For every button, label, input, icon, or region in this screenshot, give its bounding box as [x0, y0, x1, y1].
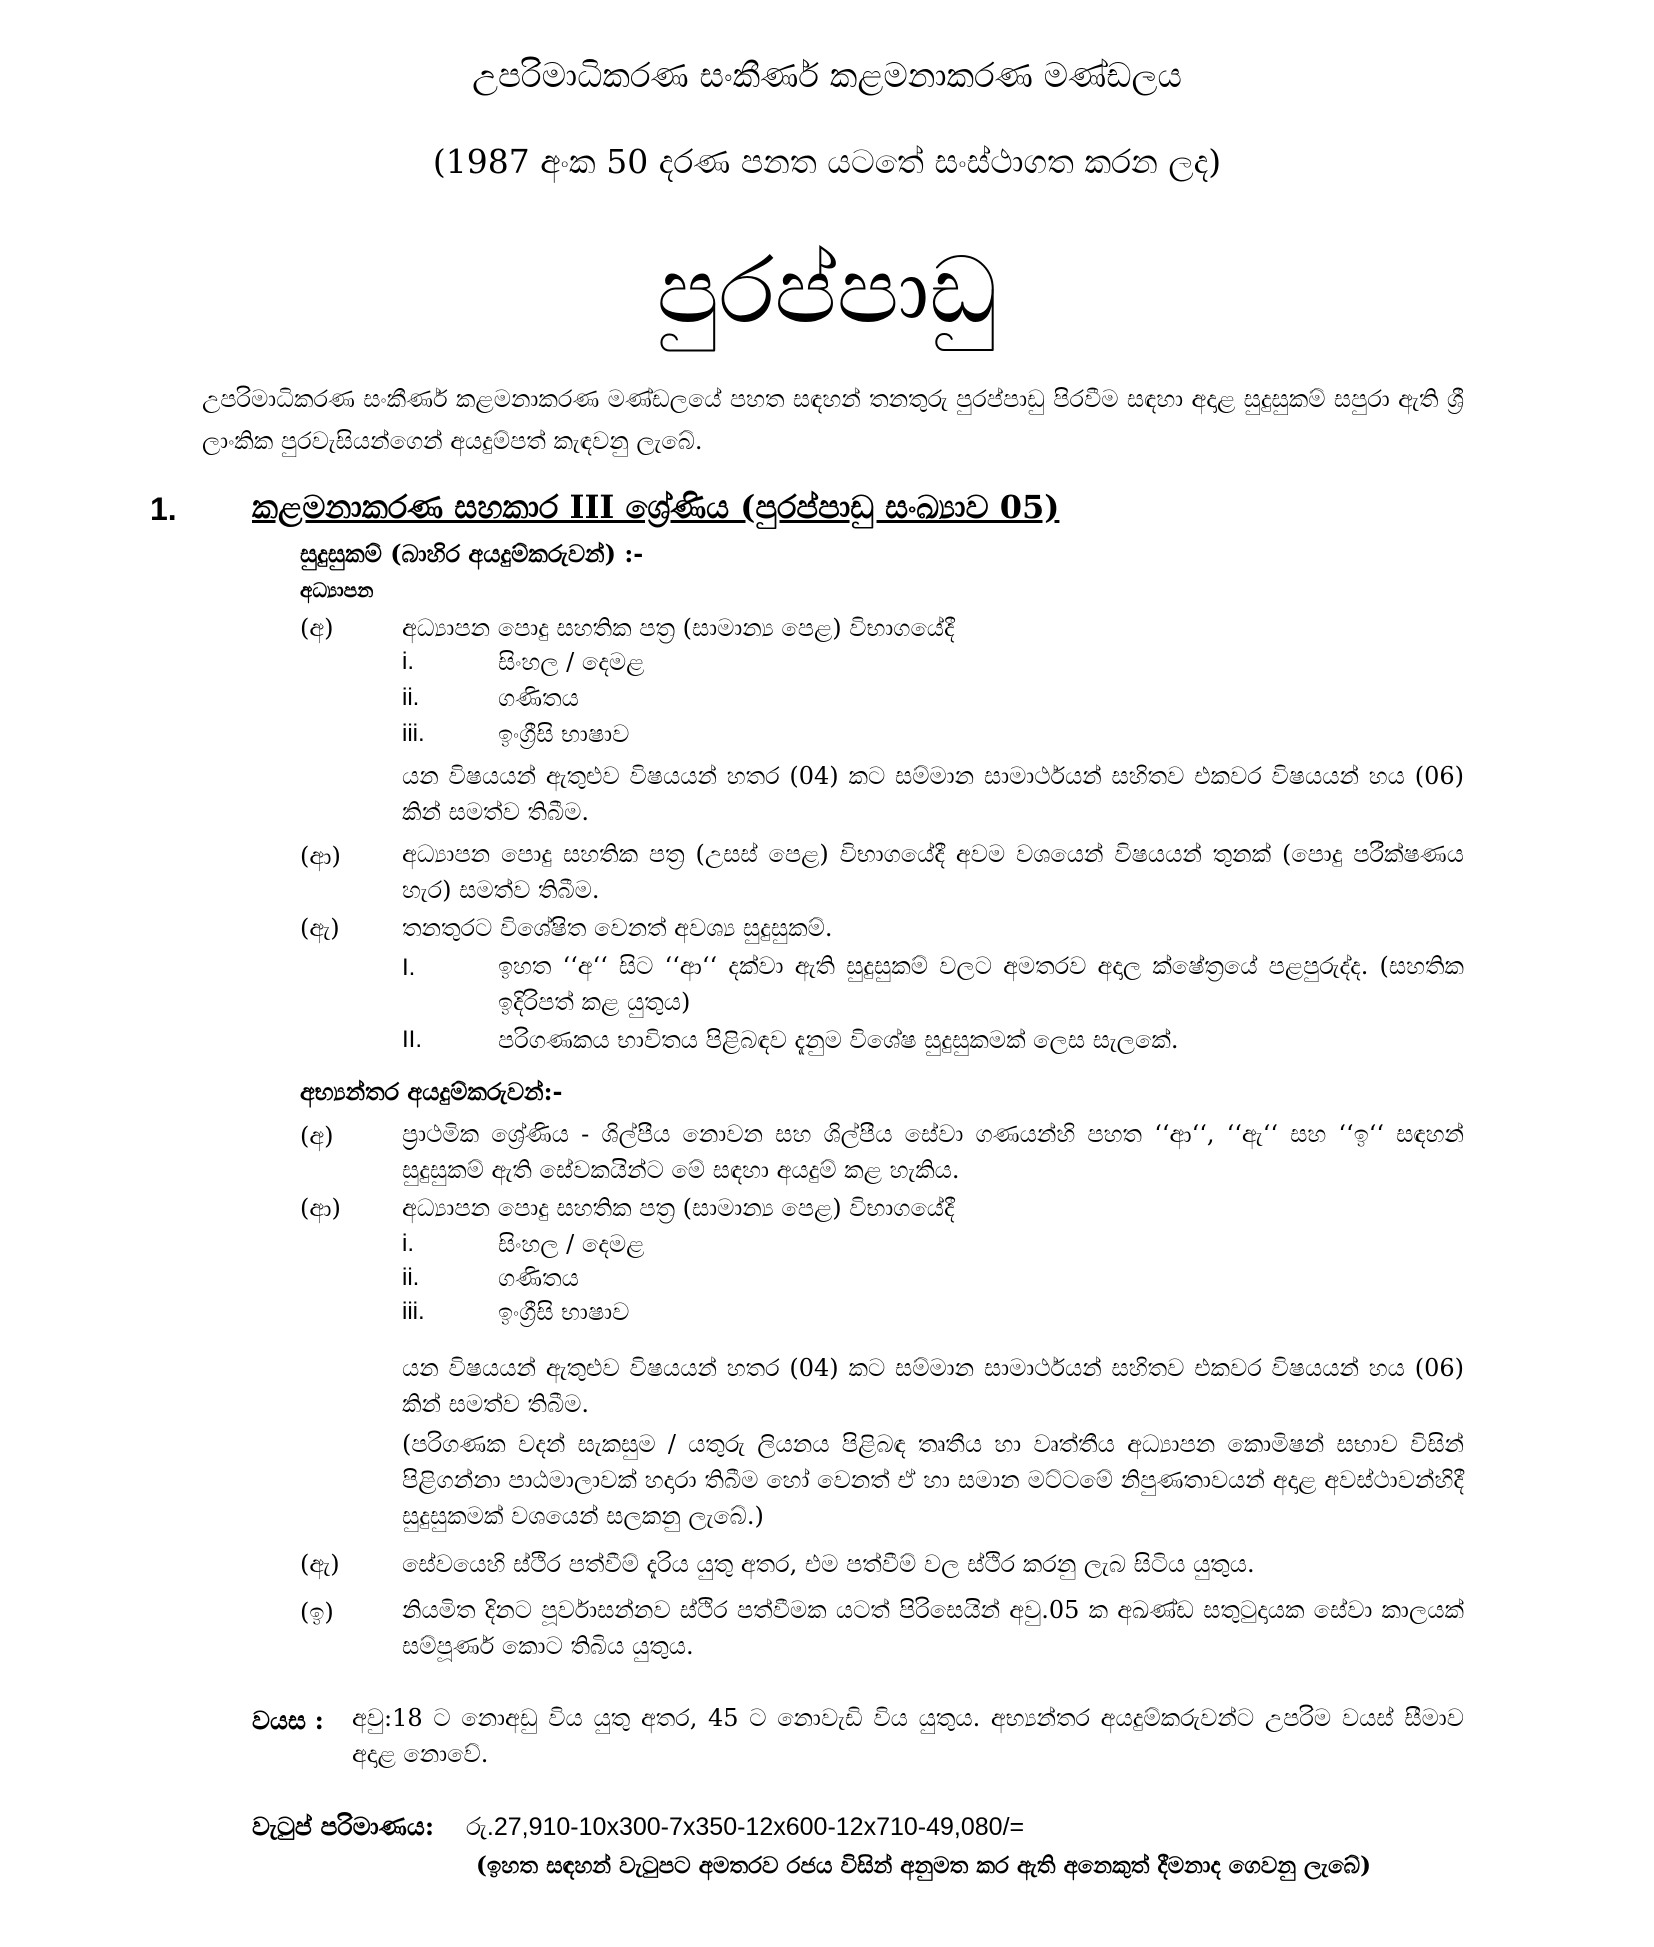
section-title: කළමනාකරණ සහකාර III ශ්‍රේණිය (පුරප්පාඩු සංඛ්‍යාව 05)	[252, 488, 1060, 526]
subject-name: සිංහල / දෙමළ	[498, 648, 645, 676]
subject-number: i.	[402, 1230, 414, 1257]
education-label: අධ්‍යාපන	[300, 578, 374, 602]
subject-name: සිංහල / දෙමළ	[498, 1230, 645, 1258]
incorporation-note: (1987 අංක 50 දරණ පනත යටතේ සංස්ථාගත කරන ලද)	[432, 142, 1222, 181]
subject-number: iii.	[402, 720, 425, 747]
internal-a-marker: (අ)	[300, 1122, 334, 1150]
internal-a-text: ප්‍රාථමික ශ්‍රේණිය - ශිල්පීය නොවන සහ ශිල්පීය සේවා ගණයන්හි පහත ‘‘ආ‘‘, ‘‘ඇ‘‘ සහ ‘‘ඉ‘‘ සඳහන් සුදුසුකම් ඇති සේවකයින්ට මේ සඳහා අයදුම් කළ හැකිය.	[402, 1120, 1464, 1184]
external-aa-text: අධ්‍යාපන පොදු සහතික පත්‍ර (උසස් පෙළ) විභාගයේදී අවම වශයෙන් විෂයයන් තුනක් (පොදු පරීක්ෂණය හැර) සමත්ව තිබීම.	[402, 840, 1464, 904]
subject-number: iii.	[402, 1298, 425, 1325]
intro-paragraph: උපරිමාධිකරණ සංකීර්ණ කළමනාකරණ මණ්ඩලයේ පහත සඳහන් තනතුරු පුරප්පාඩු පිරවීම සඳහා අදාළ සුදුසුකම් සපුරා ඇති ශ්‍රී ලාංකික පුරවැසියන්ගෙන් අයදුම්පත් කැඳවනු ලැබේ.	[202, 385, 1464, 455]
salary-label: වැටුප් පරිමාණය:	[252, 1812, 435, 1841]
internal-applicants-heading: අභ්‍යන්තර අයදුම්කරුවන්:-	[300, 1077, 563, 1106]
external-aa-marker: (ආ)	[300, 842, 341, 870]
requirement-number: II.	[402, 1026, 423, 1053]
internal-ae-marker: (ඇ)	[300, 1550, 340, 1578]
external-ae-marker: (ඇ)	[300, 914, 340, 942]
subject-name: ගණිතය	[498, 1264, 579, 1292]
external-qualifications-heading: සුදුසුකම් (බාහිර අයදුම්කරුවන්) :-	[300, 539, 644, 568]
subject-name: ඉංග්‍රීසි භාෂාව	[498, 1298, 630, 1326]
internal-i-marker: (ඉ)	[300, 1598, 334, 1626]
organization-name: උපරිමාධිකරණ සංකීර්ණ කළමනාකරණ මණ්ඩලය	[472, 56, 1182, 96]
section-number: 1.	[150, 491, 177, 527]
requirement-number: I.	[402, 954, 416, 981]
salary-note: (ඉහත සඳහන් වැටුපට අමතරව රජය විසින් අනුමත කර ඇති අනෙකුත් දීමනාද ගෙවනු ලැබේ)	[476, 1852, 1371, 1879]
requirement-text: ඉහත ‘‘අ‘‘ සිට ‘‘ආ‘‘ දක්වා ඇති සුදුසුකම් වලට අමතරව අදාල ක්ෂේත්‍රයේ පළපුරුද්ද. (සහතික ඉදිරිපත් කළ යුතුය)	[498, 952, 1464, 1016]
internal-ae-text: සේවයෙහි ස්ථිර පත්වීම් දැරිය යුතු අතර, එම පත්වීම් වල ස්ථිර කරනු ලැබ සිටිය යුතුය.	[402, 1550, 1255, 1578]
external-a-text: අධ්‍යාපන පොදු සහතික පත්‍ර (සාමාන්‍ය පෙළ) විභාගයේදී	[402, 614, 955, 642]
internal-aa-note: (පරිගණක වදන් සැකසුම / යතුරු ලියනය පිළිබඳ තෘතීය හා වෘත්තීය අධ්‍යාපන කොමිෂන් සභාව විසින් පිළිගන්නා පාඨමාලාවක් හදාරා තිබීම හෝ වෙනත් ඒ හා සමාන මට්ටමේ නිපුණතාවයන් අදාළ අවස්ථාවන්හිදී සුදුසුකමක් වශයෙන් සලකනු ලැබේ.)	[402, 1430, 1464, 1530]
page-title: පුරප්පාඩු	[656, 237, 998, 344]
subject-name: ඉංග්‍රීසි භාෂාව	[498, 720, 630, 748]
internal-aa-marker: (ආ)	[300, 1194, 341, 1222]
requirement-text: පරිගණකය භාවිතය පිළිබඳව දැනුම විශේෂ සුදුසුකමක් ලෙස සැලකේ.	[498, 1026, 1179, 1054]
internal-aa-continuation: යන විෂයයන් ඇතුළුව විෂයයන් හතර (04) කට සම්මාන සාමාර්ථයන් සහිතව එකවර විෂයයන් හය (06) කින් සමත්ව තිබීම.	[402, 1354, 1464, 1418]
internal-i-text: නියමිත දිනට පූර්වාසන්නව ස්ථිර පත්වීමක යටත් පිරිසෙයින් අවු.05 ක අඛණ්ඩ සතුටුදායක සේවා කාලයක් සම්පූර්ණ කොට තිබිය යුතුය.	[402, 1596, 1464, 1660]
age-text: අවු:18 ට නොඅඩු විය යුතු අතර, 45 ට නොවැඩි විය යුතුය. අභ්‍යන්තර අයදුම්කරුවන්ට උපරිම වයස් සීමාව අදාළ නොවේ.	[352, 1704, 1464, 1768]
external-a-continuation: යන විෂයයන් ඇතුළුව විෂයයන් හතර (04) කට සම්මාන සාමාර්ථයන් සහිතව එකවර විෂයයන් හය (06) කින් සමත්ව තිබීම.	[402, 762, 1464, 826]
subject-number: ii.	[402, 1264, 420, 1291]
internal-aa-text: අධ්‍යාපන පොදු සහතික පත්‍ර (සාමාන්‍ය පෙළ) විභාගයේදී	[402, 1194, 955, 1222]
subject-number: i.	[402, 648, 414, 675]
external-a-marker: (අ)	[300, 614, 334, 642]
subject-number: ii.	[402, 684, 420, 711]
external-ae-text: තනතුරට විශේෂිත වෙනත් අවශ්‍ය සුදුසුකම්.	[402, 914, 833, 942]
subject-name: ගණිතය	[498, 684, 579, 712]
age-label: වයස :	[252, 1706, 324, 1735]
salary-scale: රු.27,910-10x300-7x350-12x600-12x710-49,080/=	[466, 1813, 1025, 1841]
